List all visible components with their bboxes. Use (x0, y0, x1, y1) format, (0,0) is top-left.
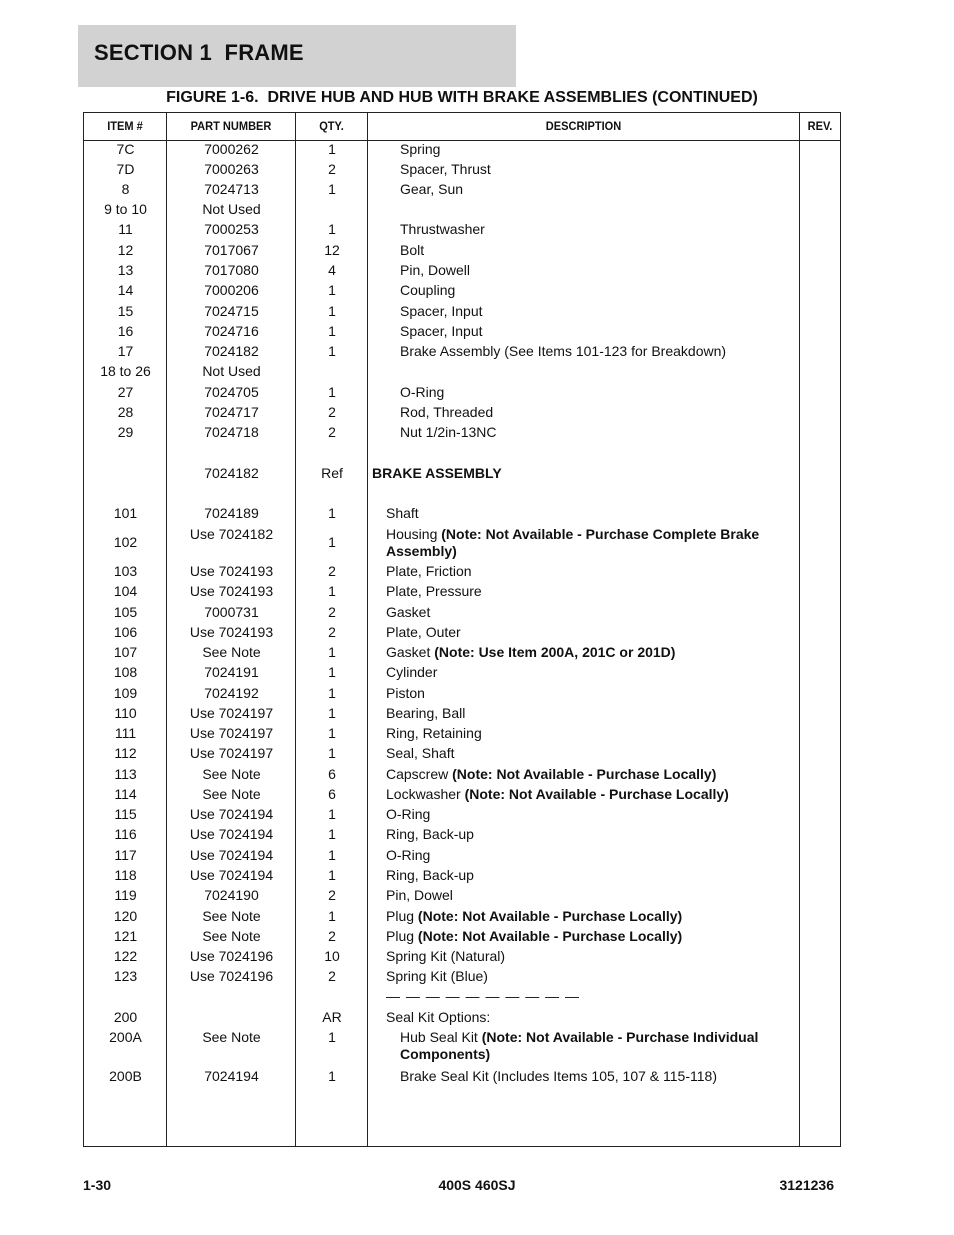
description-text: BRAKE ASSEMBLY (372, 465, 502, 481)
part-number-cell: See Note (202, 786, 261, 802)
qty-cell: 1 (328, 384, 336, 400)
figure-title: FIGURE 1-6. DRIVE HUB AND HUB WITH BRAKE ASSEMBLIES (CONTINUED) (166, 89, 758, 106)
qty-cell: 4 (328, 262, 336, 278)
part-number-cell: 7024718 (204, 424, 259, 440)
part-number-cell: Use 7024194 (189, 867, 274, 883)
item-cell: 111 (114, 725, 137, 741)
description-cell (386, 786, 786, 803)
qty-cell: 1 (328, 282, 336, 298)
description-text: Spacer, Thrust (400, 161, 491, 177)
part-number-cell: 7024716 (204, 323, 259, 339)
part-number-cell: 7024182 (204, 343, 259, 359)
item-cell: 119 (114, 887, 137, 903)
description-text: Ring, Back-up (386, 867, 474, 883)
part-number-cell: Use 7024193 (189, 563, 274, 579)
item-cell: 18 to 26 (100, 363, 151, 379)
item-cell: 107 (113, 644, 138, 660)
item-cell: 115 (114, 806, 137, 822)
part-number-cell: See Note (202, 908, 261, 924)
qty-cell: AR (322, 1009, 342, 1025)
description-cell (386, 664, 786, 681)
description-text: Seal, Shaft (386, 745, 455, 761)
description-cell (386, 988, 786, 1005)
description-cell (386, 1009, 786, 1026)
qty-cell: 1 (328, 705, 336, 721)
description-text: Plate, Pressure (386, 583, 482, 599)
description-cell (400, 221, 790, 238)
description-cell (400, 181, 790, 198)
qty-cell: Ref (321, 465, 343, 481)
part-number-cell: 7024705 (204, 384, 259, 400)
part-number-cell: 7000253 (204, 221, 259, 237)
qty-cell: 1 (328, 181, 336, 197)
qty-cell: 2 (328, 604, 336, 620)
part-number-cell: See Note (202, 644, 261, 660)
description-text: Bearing, Ball (386, 705, 466, 721)
part-number-cell: Use 7024194 (189, 826, 274, 842)
part-number-cell: 7000731 (204, 604, 259, 620)
qty-cell: 1 (328, 806, 336, 822)
qty-cell: 2 (328, 161, 336, 177)
description-text: Spring Kit (Natural) (386, 948, 506, 964)
description-note: (Note: Not Available - Purchase Individual Components) (400, 1029, 759, 1062)
item-cell: 11 (118, 221, 133, 237)
part-number-cell: Use 7024182 (189, 526, 274, 542)
description-text: Gasket (386, 644, 435, 660)
description-cell (400, 404, 790, 421)
description-cell (400, 323, 790, 340)
qty-cell: 1 (328, 343, 336, 359)
item-cell: 200B (109, 1068, 142, 1084)
qty-cell: 12 (324, 242, 340, 258)
part-number-cell: Use 7024197 (189, 725, 274, 741)
description-text: Shaft (386, 505, 419, 521)
header-part-number: PART NUMBER (190, 119, 272, 133)
description-cell (372, 465, 792, 482)
qty-cell: 2 (328, 968, 336, 984)
description-cell (400, 384, 790, 401)
description-cell (386, 563, 786, 580)
part-number-cell: Use 7024196 (189, 968, 274, 984)
qty-cell: 2 (328, 887, 336, 903)
description-cell (386, 685, 786, 702)
qty-cell: 1 (328, 1068, 336, 1084)
part-number-cell: Use 7024194 (189, 847, 274, 863)
part-number-cell: 7024194 (204, 1068, 259, 1084)
item-cell: 200 (113, 1009, 138, 1025)
description-cell (400, 161, 790, 178)
description-note: (Note: Not Available - Purchase Complete Brake Assembly) (386, 526, 760, 559)
description-text: Pin, Dowell (400, 262, 471, 278)
description-text: Bolt (400, 242, 425, 258)
description-cell (386, 526, 786, 560)
qty-cell: 2 (328, 424, 336, 440)
description-text: Ring, Retaining (386, 725, 482, 741)
description-cell (400, 262, 790, 279)
item-cell: 200A (109, 1029, 142, 1045)
item-cell: 14 (117, 282, 134, 298)
description-note: (Note: Not Available - Purchase Locally) (417, 908, 683, 924)
part-number-cell: Use 7024193 (189, 583, 274, 599)
item-cell: 13 (117, 262, 134, 278)
item-cell: 121 (113, 928, 138, 944)
item-cell: 112 (114, 745, 137, 761)
item-cell: 122 (113, 948, 138, 964)
part-number-cell: 7024191 (204, 664, 259, 680)
qty-cell: 2 (328, 928, 336, 944)
part-number-cell: See Note (202, 1029, 261, 1045)
description-text: Lockwasher (386, 786, 465, 802)
description-cell (386, 806, 786, 823)
description-text: O-Ring (386, 847, 431, 863)
qty-cell: 10 (324, 948, 340, 964)
description-cell (400, 424, 790, 441)
description-text: Thrustwasher (400, 221, 485, 237)
description-cell (400, 282, 790, 299)
description-text: Capscrew (386, 766, 453, 782)
description-text: Housing (386, 526, 442, 542)
description-text: Seal Kit Options: (386, 1009, 491, 1025)
description-cell (386, 908, 786, 925)
description-text: Gasket (386, 604, 431, 620)
description-text: Nut 1/2in-13NC (400, 424, 497, 440)
footer-page-number: 1-30 (83, 1177, 112, 1193)
item-cell: 120 (113, 908, 138, 924)
item-cell: 105 (113, 604, 138, 620)
part-number-cell: 7024189 (204, 505, 259, 521)
description-cell (386, 505, 786, 522)
description-text: Rod, Threaded (400, 404, 494, 420)
qty-cell: 1 (328, 534, 336, 550)
description-text: Hub Seal Kit (400, 1029, 482, 1045)
header-qty: QTY. (319, 119, 344, 133)
qty-cell: 1 (328, 583, 336, 599)
part-number-cell: 7024190 (204, 887, 259, 903)
qty-cell: 6 (328, 786, 336, 802)
item-cell: 7D (116, 161, 135, 177)
item-cell: 103 (113, 563, 138, 579)
description-text: Spacer, Input (400, 323, 483, 339)
description-cell (386, 948, 786, 965)
qty-cell: 1 (328, 745, 336, 761)
part-number-cell: See Note (202, 928, 261, 944)
item-cell: 28 (117, 404, 134, 420)
description-note: (Note: Not Available - Purchase Locally) (417, 928, 683, 944)
qty-cell: 1 (328, 908, 336, 924)
part-number-cell: Use 7024196 (189, 948, 274, 964)
item-cell: 106 (113, 624, 138, 640)
description-note: (Note: Not Available - Purchase Locally) (464, 786, 729, 802)
description-text: Pin, Dowel (386, 887, 453, 903)
qty-cell: 6 (328, 766, 336, 782)
description-cell (400, 242, 790, 259)
qty-cell: 1 (328, 505, 336, 521)
description-text: Plug (386, 928, 418, 944)
footer-doc-number: 3121236 (779, 1177, 834, 1193)
item-cell: 27 (117, 384, 134, 400)
item-cell: 15 (117, 303, 134, 319)
description-cell (386, 583, 786, 600)
item-cell: 8 (121, 181, 130, 197)
qty-cell: 1 (328, 141, 336, 157)
qty-cell: 1 (328, 847, 336, 863)
description-cell (400, 343, 790, 360)
qty-cell: 2 (328, 563, 336, 579)
part-number-cell: Not Used (202, 363, 261, 379)
part-number-cell: Use 7024197 (189, 745, 274, 761)
description-text: Spring (400, 141, 441, 157)
description-text: Plate, Friction (386, 563, 472, 579)
part-number-cell: 7024717 (204, 404, 259, 420)
description-text: Coupling (400, 282, 456, 298)
description-text: — — — — — — — — — — (386, 988, 581, 1004)
description-cell (386, 624, 786, 641)
description-cell (386, 928, 786, 945)
description-cell (386, 766, 786, 783)
description-cell (386, 644, 786, 661)
description-cell (386, 887, 786, 904)
description-text: Brake Seal Kit (Includes Items 105, 107 & 115-118) (400, 1068, 717, 1084)
qty-cell: 1 (328, 221, 336, 237)
qty-cell: 1 (328, 685, 336, 701)
description-text: Plug (386, 908, 418, 924)
item-cell: 104 (113, 583, 138, 599)
qty-cell: 1 (328, 303, 336, 319)
part-number-cell: See Note (202, 766, 261, 782)
part-number-cell: 7017067 (204, 242, 259, 258)
description-text: Plate, Outer (386, 624, 461, 640)
header-item: ITEM # (107, 119, 143, 133)
qty-cell: 2 (328, 404, 336, 420)
description-cell (386, 725, 786, 742)
item-cell: 114 (114, 786, 137, 802)
description-text: Spring Kit (Blue) (386, 968, 488, 984)
header-rev: REV. (807, 119, 833, 133)
qty-cell: 1 (328, 664, 336, 680)
item-cell: 7C (116, 141, 135, 157)
qty-cell: 1 (328, 644, 336, 660)
description-cell (386, 826, 786, 843)
description-text: O-Ring (400, 384, 445, 400)
item-cell: 109 (113, 685, 138, 701)
header-description: DESCRIPTION (545, 119, 622, 133)
description-cell (400, 1068, 790, 1085)
part-number-cell: 7017080 (204, 262, 259, 278)
description-text: Brake Assembly (See Items 101-123 for Breakdown) (400, 343, 727, 359)
qty-cell: 1 (328, 323, 336, 339)
part-number-cell: Not Used (202, 201, 261, 217)
item-cell: 123 (113, 968, 138, 984)
qty-cell: 1 (328, 725, 336, 741)
description-text: Cylinder (386, 664, 438, 680)
qty-cell: 2 (328, 624, 336, 640)
qty-cell: 1 (328, 867, 336, 883)
description-text: Ring, Back-up (386, 826, 474, 842)
item-cell: 29 (117, 424, 134, 440)
item-cell: 17 (117, 343, 134, 359)
description-cell (386, 968, 786, 985)
item-cell: 110 (114, 705, 137, 721)
part-number-cell: 7024713 (204, 181, 259, 197)
part-number-cell: Use 7024194 (189, 806, 274, 822)
part-number-cell: Use 7024197 (189, 705, 274, 721)
description-cell (400, 303, 790, 320)
description-note: (Note: Use Item 200A, 201C or 201D) (434, 644, 676, 660)
part-number-cell: 7024192 (204, 685, 259, 701)
description-cell (386, 847, 786, 864)
qty-cell: 1 (328, 1029, 336, 1045)
item-cell: 9 to 10 (104, 201, 147, 217)
item-cell: 12 (117, 242, 134, 258)
description-cell (386, 745, 786, 762)
description-text: Spacer, Input (400, 303, 483, 319)
description-cell (400, 1029, 790, 1063)
description-cell (400, 141, 790, 158)
part-number-cell: 7024182 (204, 465, 259, 481)
part-number-cell: 7000262 (204, 141, 259, 157)
item-cell: 117 (114, 847, 137, 863)
description-text: O-Ring (386, 806, 431, 822)
item-cell: 116 (114, 826, 137, 842)
description-cell (386, 705, 786, 722)
section-title: SECTION 1 FRAME (94, 40, 304, 65)
item-cell: 108 (113, 664, 138, 680)
description-cell (386, 604, 786, 621)
item-cell: 118 (114, 867, 137, 883)
description-note: (Note: Not Available - Purchase Locally) (452, 766, 717, 782)
column-divider (799, 113, 800, 1146)
parts-table (83, 112, 841, 1147)
item-cell: 101 (113, 505, 138, 521)
part-number-cell: 7000263 (204, 161, 259, 177)
description-cell (386, 867, 786, 884)
footer-model: 400S 460SJ (438, 1177, 516, 1193)
part-number-cell: Use 7024193 (189, 624, 274, 640)
part-number-cell: 7024715 (204, 303, 259, 319)
qty-cell: 1 (328, 826, 336, 842)
description-text: Gear, Sun (400, 181, 464, 197)
part-number-cell: 7000206 (204, 282, 259, 298)
item-cell: 16 (117, 323, 134, 339)
description-text: Piston (386, 685, 425, 701)
item-cell: 113 (114, 766, 137, 782)
item-cell: 102 (113, 534, 138, 550)
